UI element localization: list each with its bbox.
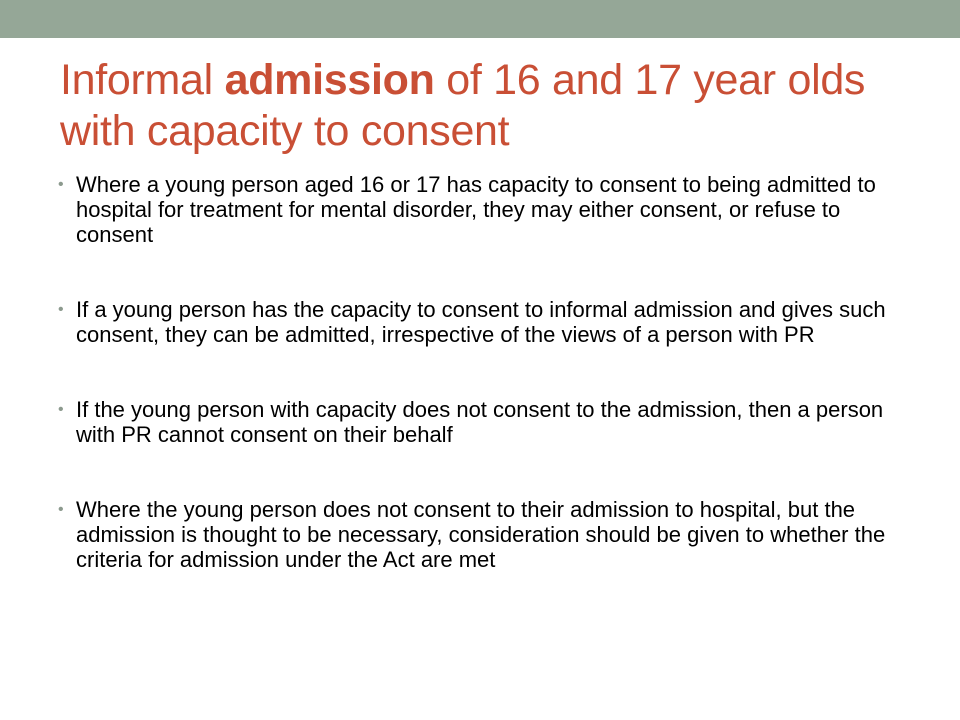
title-emphasis: admission (224, 56, 435, 104)
bullet-item-criteria-for-admission (58, 497, 918, 572)
title-part-1: Informal (60, 56, 225, 104)
bullet-dot-icon: • (58, 501, 64, 518)
bullet-text: Where a young person aged 16 or 17 has capacity to consent to being admitted to hospital for treatment for mental disorder, they may either consent, or refuse to consent (76, 172, 876, 247)
bullet-text: If the young person with capacity does not consent to the admission, then a person with PR cannot consent on their behalf (76, 397, 884, 447)
bullet-text: If a young person has the capacity to consent to informal admission and gives such consent, they can be admitted, irrespective of the views of a person with PR (76, 297, 886, 347)
slide-title (60, 55, 920, 157)
bullet-item-gives-consent (58, 297, 918, 347)
bullet-item-does-not-consent (58, 397, 918, 447)
bullet-dot-icon: • (58, 301, 64, 318)
bullet-dot-icon: • (58, 176, 64, 193)
top-decorative-band (0, 0, 960, 38)
bullet-text: Where the young person does not consent to their admission to hospital, but the admission is thought to be necessary, consideration should be given to whether the criteria for admission under the Act are met (76, 497, 886, 572)
bullet-dot-icon: • (58, 401, 64, 418)
title-part-2: of 16 and 17 year olds with capacity to consent (60, 56, 866, 155)
bullet-item-consent-choice (58, 172, 918, 247)
bullet-list (58, 172, 918, 572)
